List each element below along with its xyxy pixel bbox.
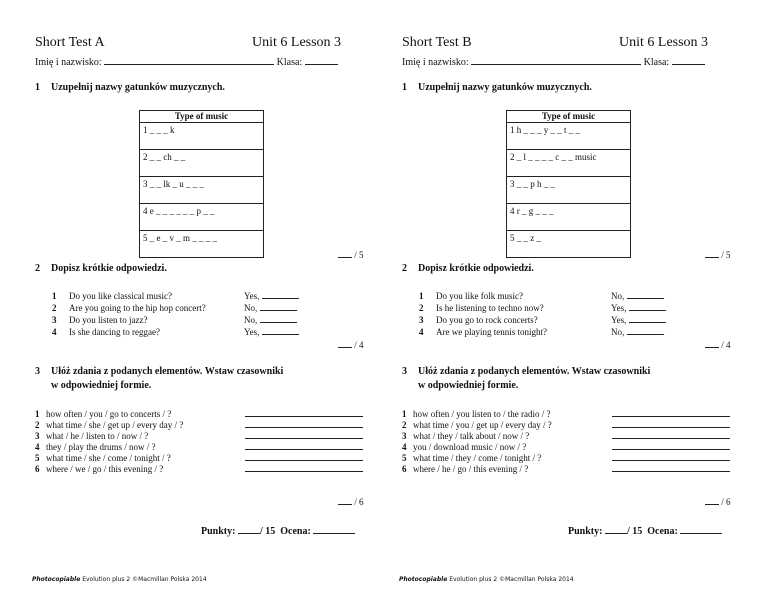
music-cell[interactable]: 2 _ _ ch _ _ xyxy=(140,150,264,177)
answer-blank[interactable] xyxy=(612,430,730,439)
class-field[interactable] xyxy=(672,55,705,65)
answer-blank[interactable] xyxy=(627,290,663,299)
score-sec-2: / 4 xyxy=(338,339,364,350)
points-blank[interactable] xyxy=(605,525,627,534)
answer-blank[interactable] xyxy=(245,408,363,417)
answer-blank[interactable] xyxy=(245,463,363,472)
answer-blank[interactable] xyxy=(245,430,363,439)
class-label: Klasa: xyxy=(276,57,303,68)
name-field[interactable] xyxy=(104,55,274,65)
music-cell[interactable]: 5 _ _ z _ xyxy=(507,231,631,258)
answer-blank[interactable] xyxy=(612,441,730,450)
score-blank[interactable] xyxy=(338,339,352,348)
music-types-table xyxy=(506,110,631,258)
section-2-heading: 2 Dopisz krótkie odpowiedzi. xyxy=(402,263,534,274)
answer-blank[interactable] xyxy=(629,302,665,311)
music-cell[interactable]: 1 _ _ _ k xyxy=(140,123,264,150)
section-1-heading: 1 Uzupełnij nazwy gatunków muzycznych. xyxy=(35,82,225,93)
answer-blank[interactable] xyxy=(260,302,296,311)
test-title: Short Test B xyxy=(402,35,472,50)
name-row xyxy=(35,55,337,68)
answer-blank[interactable] xyxy=(262,290,298,299)
score-blank[interactable] xyxy=(338,496,352,505)
answer-blank[interactable] xyxy=(260,314,296,323)
class-field[interactable] xyxy=(305,55,338,65)
unit-lesson: Unit 6 Lesson 3 xyxy=(252,35,342,50)
score-blank[interactable] xyxy=(705,496,719,505)
table-header: Type of music xyxy=(140,111,264,123)
section-3-heading-cont: w odpowiedniej formie. xyxy=(51,380,152,391)
score-blank[interactable] xyxy=(705,249,719,258)
name-row xyxy=(402,55,704,68)
table-header: Type of music xyxy=(507,111,631,123)
answer-blank[interactable] xyxy=(612,452,730,461)
answer-blank[interactable] xyxy=(629,314,665,323)
score-sec-3: / 6 xyxy=(338,496,364,507)
footer-copyright: Photocopiable Evolution plus 2 ©Macmillan Polska 2014 xyxy=(399,576,574,583)
answer-blank[interactable] xyxy=(612,408,730,417)
score-blank[interactable] xyxy=(705,339,719,348)
score-sec-2: / 4 xyxy=(705,339,731,350)
section-1-heading: 1 Uzupełnij nazwy gatunków muzycznych. xyxy=(402,82,592,93)
answer-blank[interactable] xyxy=(612,463,730,472)
section-3-heading: 3 Ułóż zdania z podanych elementów. Wstaw czasowniki xyxy=(402,366,651,377)
test-title: Short Test A xyxy=(35,35,105,50)
name-field[interactable] xyxy=(471,55,641,65)
points-row: Punkty: / 15 Ocena: xyxy=(201,525,355,537)
answer-blank[interactable] xyxy=(245,452,363,461)
music-cell[interactable]: 2 _ l _ _ _ _ c _ _ music xyxy=(507,150,631,177)
answer-blank[interactable] xyxy=(262,326,298,335)
test-b-page: Short Test B Unit 6 Lesson 3 Imię i nazwisko: Klasa: 1 Uzupełnij nazwy gatunków muzycznych. Type of music 1 h _ _ _ y _ _ t _ _ 2 _ l _ _ _ _ c _ _ music 3 _ _ p h _ _ 4 r _ g _ _ _ 5 _ _ z _ / 5 2 Dopisz krótkie odpowiedzi. 1 Do you like folk music? No, . 2 Is he listening to techno now? Yes, . 3 Do you go to rock concerts? Yes, . 4 Are we playing tennis tonight? No, . / 4 3 Ułóż zdania z podanych elementów. Wstaw czasowniki w odpowiedniej formie. 1 how often / you listen to / the radio / ? 2 what time / you / get up / every day / ? 3 what / they / talk about / now / ? 4 you / download music / now / ? 5 what time / they / come / tonight / ? 6 where / he / go / this evening / ? / 6 Punkty: / 15 Ocena: Photocopiable Evolution plus 2 ©Macmillan Polska 2014 xyxy=(399,35,731,583)
music-cell[interactable]: 3 _ _ lk _ u _ _ _ xyxy=(140,177,264,204)
section-3-heading: 3 Ułóż zdania z podanych elementów. Wstaw czasowniki xyxy=(35,366,284,377)
music-cell[interactable]: 1 h _ _ _ y _ _ t _ _ xyxy=(507,123,631,150)
test-a-page: Short Test A Unit 6 Lesson 3 Imię i nazwisko: Klasa: 1 Uzupełnij nazwy gatunków muzycznych. Type of music 1 _ _ _ k 2 _ _ ch _ _ 3 _ _ lk _ u _ _ _ 4 e _ _ _ _ _ _ p _ _ 5 _ e _ v _ m _ _ _ _ / 5 2 Dopisz krótkie odpowiedzi. 1 Do you like classical music? Yes, . 2 Are you going to the hip hop concert? No, . 3 Do you listen to jazz? No, . 4 Is she dancing to reggae? Yes, . / 4 3 Ułóż zdania z podanych elementów. Wstaw czasowniki w odpowiedniej formie. 1 how often / you / go to concerts / ? 2 what time / she / get up / every day / ? 3 what / he / listen to / now / ? 4 they / play the drums / now / ? 5 what time / she / come / tonight / ? 6 where / we / go / this evening / ? / 6 Punkty: / 15 Ocena: Photocopiable Evolution plus 2 ©Macmillan Polska 2014 xyxy=(32,35,364,583)
name-label: Imię i nazwisko: xyxy=(35,57,102,68)
points-row: Punkty: / 15 Ocena: xyxy=(568,525,722,537)
points-blank[interactable] xyxy=(238,525,260,534)
section-3-heading-cont: w odpowiedniej formie. xyxy=(418,380,519,391)
score-sec-1: / 5 xyxy=(338,249,364,260)
answer-blank[interactable] xyxy=(245,441,363,450)
score-sec-3: / 6 xyxy=(705,496,731,507)
score-blank[interactable] xyxy=(338,249,352,258)
grade-blank[interactable] xyxy=(313,525,355,534)
score-sec-1: / 5 xyxy=(705,249,731,260)
section-2-heading: 2 Dopisz krótkie odpowiedzi. xyxy=(35,263,167,274)
music-cell[interactable]: 4 r _ g _ _ _ xyxy=(507,204,631,231)
music-cell[interactable]: 5 _ e _ v _ m _ _ _ _ xyxy=(140,231,264,258)
class-label: Klasa: xyxy=(643,57,670,68)
answer-blank[interactable] xyxy=(612,419,730,428)
footer-copyright: Photocopiable Evolution plus 2 ©Macmillan Polska 2014 xyxy=(32,576,207,583)
music-types-table xyxy=(139,110,264,258)
unit-lesson: Unit 6 Lesson 3 xyxy=(619,35,709,50)
music-cell[interactable]: 3 _ _ p h _ _ xyxy=(507,177,631,204)
name-label: Imię i nazwisko: xyxy=(402,57,469,68)
answer-blank[interactable] xyxy=(627,326,663,335)
grade-blank[interactable] xyxy=(680,525,722,534)
answer-blank[interactable] xyxy=(245,419,363,428)
music-cell[interactable]: 4 e _ _ _ _ _ _ p _ _ xyxy=(140,204,264,231)
